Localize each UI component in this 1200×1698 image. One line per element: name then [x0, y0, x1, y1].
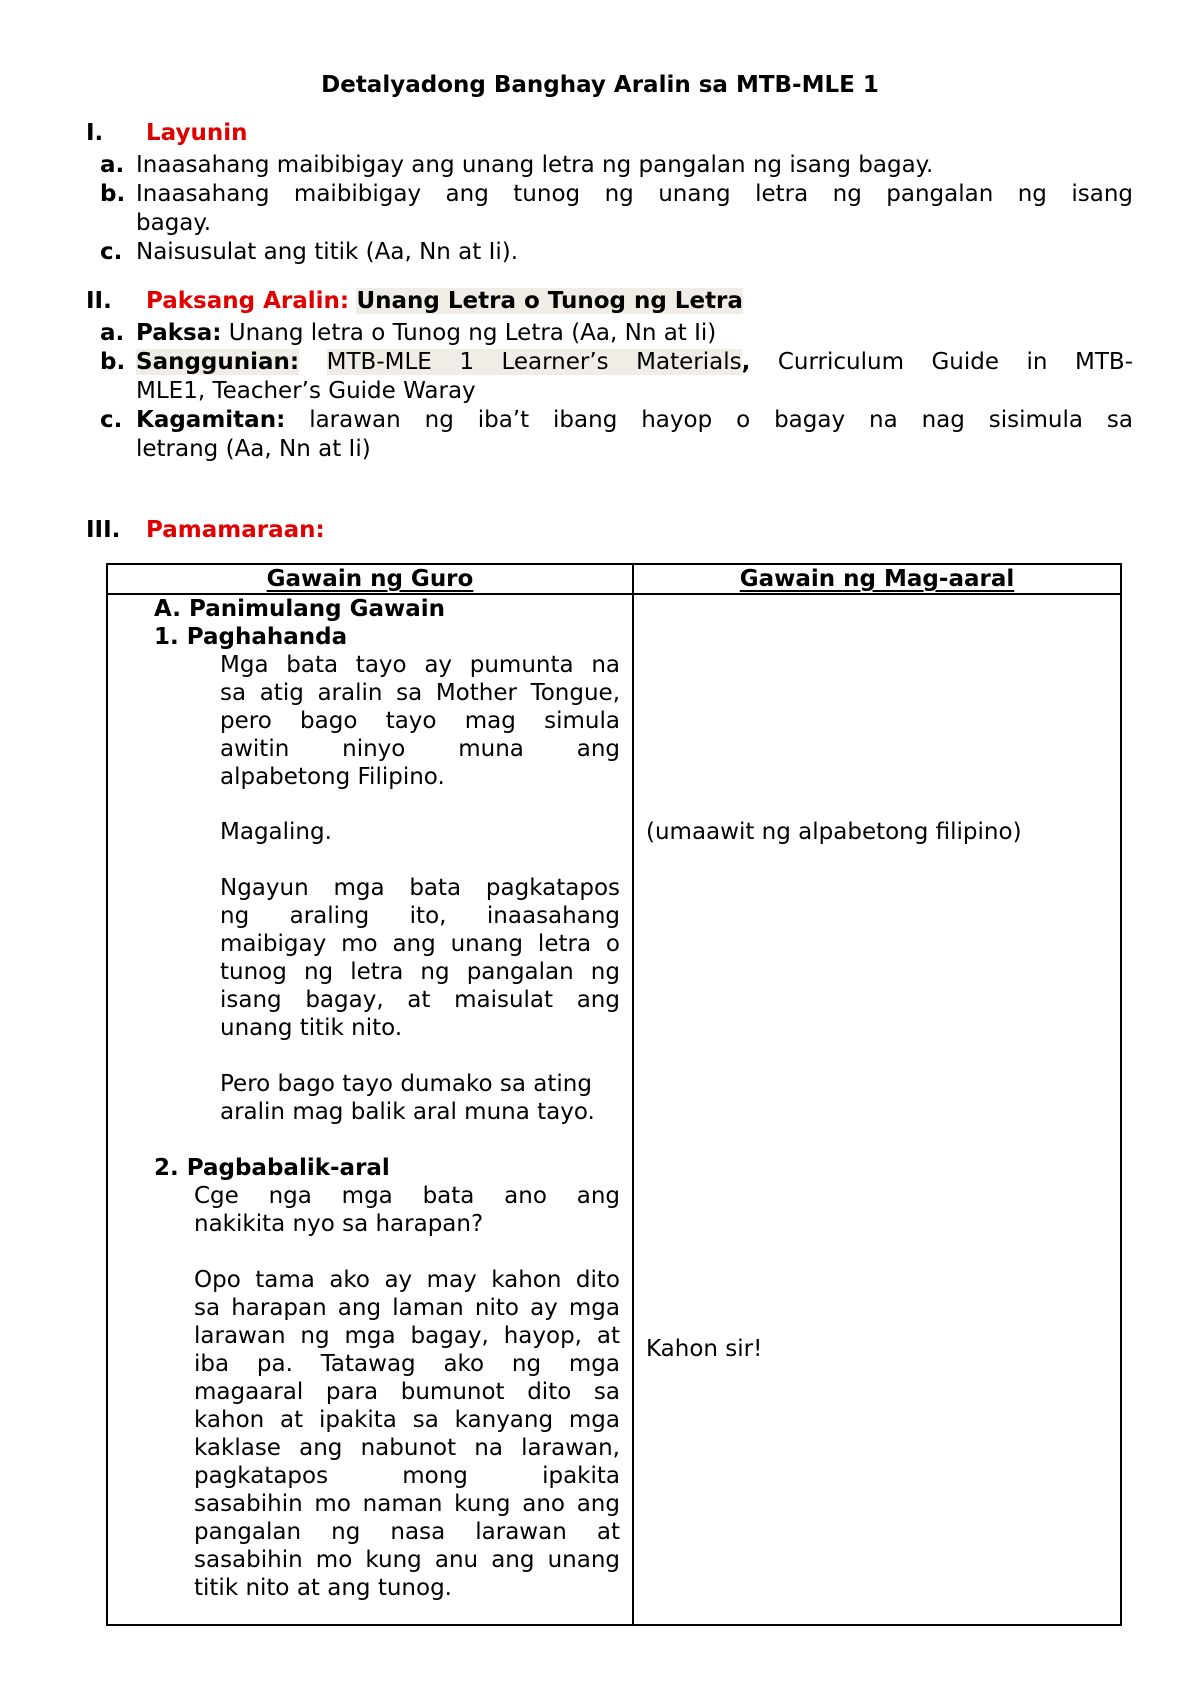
step2-paragraph-1: Cge nga mga bata ano ang nakikita nyo sa harapan?	[194, 1183, 620, 1237]
list-item: c. Kagamitan: larawan ng iba’t ibang hayop o bagay na nag sisimula sa letrang (Aa, Nn at Ii)	[100, 407, 1133, 462]
section-heading: Pamamaraan:	[146, 517, 325, 543]
student-response-2: Kahon sir!	[646, 1336, 763, 1362]
section-number: III.	[86, 517, 121, 543]
step1-title: 1. Paghahanda	[154, 624, 348, 650]
part-a-title: A. Panimulang Gawain	[154, 596, 446, 622]
section-number: I.	[86, 120, 104, 146]
layunin-list	[100, 151, 1133, 267]
list-item: a. Paksa: Unang letra o Tunog ng Letra (Aa, Nn at Ii)	[100, 320, 717, 346]
teacher-cell	[107, 594, 633, 1625]
step1-paragraph-4: Pero bago tayo dumako sa ating aralin mag balik aral muna tayo.	[220, 1071, 595, 1125]
step2-paragraph-2: Opo tama ako ay may kahon dito sa harapan ang laman nito ay mga larawan ng mga bagay, hayop, at iba pa. Tatawag ako ng mga magaaral para bumunot dito sa kahon at ipakita sa kanyang mga kaklase ang nabunot na larawan, pagkatapos mong ipakita sasabihin mo naman kung ano ang pangalan ng nasa larawan at sasabihin mo kung anu ang unang titik nito at ang tunog.	[194, 1267, 620, 1601]
step1-paragraph-1: Mga bata tayo ay pumunta na sa atig aralin sa Mother Tongue, pero bago tayo mag simula awitin ninyo muna ang alpabetong Filipino.	[220, 652, 620, 790]
list-item: c. Naisusulat ang titik (Aa, Nn at Ii).	[100, 239, 519, 265]
table-header-student: Gawain ng Mag-aaral	[633, 564, 1121, 594]
student-response-1: (umaawit ng alpabetong filipino)	[646, 819, 1022, 845]
table-header-teacher: Gawain ng Guro	[107, 564, 633, 594]
section-heading: Layunin	[146, 120, 248, 146]
list-item: b. Inaasahang maibibigay ang tunog ng unang letra ng pangalan ng isang bagay.	[100, 181, 1133, 236]
procedure-table	[106, 563, 1122, 1626]
section-number: II.	[86, 288, 112, 314]
topic-title: Unang Letra o Tunog ng Letra	[356, 288, 743, 314]
paksa-list	[100, 319, 1133, 464]
list-item: b. Sanggunian: MTB-MLE 1 Learner’s Materials, Curriculum Guide in MTB- MLE1, Teacher’s Guide Waray	[100, 349, 1133, 404]
student-cell	[633, 594, 1121, 1625]
step1-paragraph-2: Magaling.	[220, 819, 332, 845]
step1-paragraph-3: Ngayun mga bata pagkatapos ng araling ito, inaasahang maibigay mo ang unang letra o tunog ng letra ng pangalan ng isang bagay, at maisulat ang unang titik nito.	[220, 875, 620, 1041]
document-title: Detalyadong Banghay Aralin sa MTB-MLE 1	[321, 72, 879, 98]
step2-title: 2. Pagbabalik-aral	[154, 1155, 390, 1181]
section-heading: Paksang Aralin:	[146, 288, 350, 314]
list-item: a. Inaasahang maibibigay ang unang letra ng pangalan ng isang bagay.	[100, 152, 934, 178]
